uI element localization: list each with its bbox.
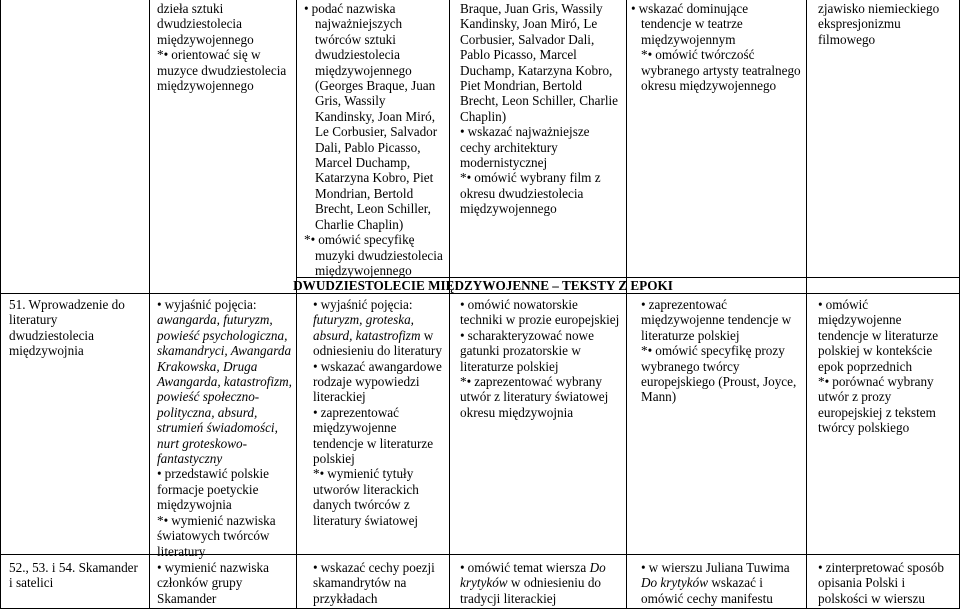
lesson-52-col2 xyxy=(157,560,295,606)
text-line: międzywojennym xyxy=(641,31,736,47)
star-bullet-item xyxy=(157,513,295,528)
text-line: porównać wybrany xyxy=(832,374,934,390)
lesson-52-col5 xyxy=(641,560,805,606)
text-line: gatunki prozatorskie w xyxy=(460,343,581,359)
bullet-item xyxy=(157,297,295,312)
star-bullet-item xyxy=(631,47,805,62)
grid-line xyxy=(0,0,1,609)
text-line: okresu międzywojennego xyxy=(641,78,777,94)
lesson-51-col5 xyxy=(641,297,805,405)
text-line: Kandinsky, Joan Miró, Le xyxy=(460,16,598,32)
text-line: literatury xyxy=(9,312,58,328)
text-line: podać nazwiska xyxy=(311,1,396,16)
text-line: utworów literackich xyxy=(313,481,419,497)
text-line: skamandrytów na xyxy=(313,575,407,591)
lesson-51-col2 xyxy=(157,297,295,559)
text-line: rodzaje wypowiedzi xyxy=(313,374,420,390)
grid-line xyxy=(626,0,627,609)
text-line: zaprezentować xyxy=(320,404,399,420)
text-line: Corbusier, Salvador Dali, xyxy=(460,31,595,47)
text-line: zaprezentować wybrany xyxy=(474,374,602,390)
star-bullet-item xyxy=(460,170,625,185)
text-line: omówić nowatorskie xyxy=(467,297,578,312)
star-bullet-item xyxy=(157,47,295,62)
term-line: fantastyczny xyxy=(157,451,223,467)
term-line: awangarda, futuryzm, xyxy=(157,312,273,328)
text-line: literatury xyxy=(157,543,206,559)
text-line: w wierszu Juliana Tuwima xyxy=(648,560,790,575)
grid-line xyxy=(0,554,960,555)
bullet-item xyxy=(157,466,295,481)
term-line: nurt groteskowo- xyxy=(157,435,247,451)
bullet-item xyxy=(460,297,625,312)
text-line: twórców sztuki xyxy=(315,31,396,47)
text-line: okresu dwudziestolecia xyxy=(460,185,584,201)
text-line: utwór z literatury światowej xyxy=(460,389,609,405)
text-line: Brecht, Leon Schiller, Charlie xyxy=(460,93,619,109)
text-line xyxy=(641,575,805,590)
text-fragment: w odniesieniu do xyxy=(510,575,602,591)
text-line: epok poprzednich xyxy=(818,358,913,374)
title-fragment: krytyków xyxy=(460,575,508,591)
text-line: międzywojnia xyxy=(9,343,84,359)
term-line: powieść społeczno- xyxy=(157,389,260,405)
text-line: Duchamp, Katarzyna Kobro, xyxy=(460,62,613,78)
text-line xyxy=(460,575,625,590)
text-line: przykładach xyxy=(313,590,378,606)
lesson-51-col4 xyxy=(460,297,625,420)
text-line: europejskiej z tekstem xyxy=(818,404,936,420)
text-line: dzieła sztuki xyxy=(157,1,224,16)
text-line: Pablo Picasso, Marcel xyxy=(460,47,577,63)
text-line: europejskiego (Proust, Joyce, xyxy=(641,374,797,390)
term-line: Awangarda, katastrofizm, xyxy=(157,374,292,390)
text-line: omówić wybrany film z xyxy=(474,170,601,186)
text-line: polskości w wierszu xyxy=(818,590,925,606)
top-col4 xyxy=(460,1,625,217)
title-fragment: Do xyxy=(589,560,606,575)
term-line: futuryzm, groteska, xyxy=(313,312,414,328)
text-line: muzyki dwudziestolecia xyxy=(315,247,443,263)
text-line: przedstawić polskie xyxy=(164,466,269,482)
text-line: międzywojennego xyxy=(157,31,254,47)
text-line: międzywojennego xyxy=(157,78,254,94)
lesson-52-col6 xyxy=(818,560,958,606)
text-line: Marcel Duchamp, xyxy=(315,155,411,171)
star-bullet-item xyxy=(818,374,958,389)
text-line: międzywojennego xyxy=(315,262,412,278)
text-line: omówić xyxy=(825,297,869,312)
text-line: Gris, Wassily xyxy=(315,93,386,109)
text-line: międzywojenne xyxy=(818,312,902,328)
text-line: omówić twórczość xyxy=(655,47,755,63)
text-line: muzyce dwudziestolecia xyxy=(157,62,287,78)
text-line: literackiej xyxy=(313,389,366,405)
text-line: wyjaśnić pojęcia: xyxy=(320,297,413,312)
term-line: skamandryci, Awangarda xyxy=(157,343,292,359)
text-line: filmowego xyxy=(818,31,876,47)
lesson-51-col6 xyxy=(818,297,958,436)
text-line: literatury światowej xyxy=(313,512,419,528)
text-line xyxy=(313,328,448,343)
bullet-item xyxy=(460,124,625,139)
star-bullet-item xyxy=(641,343,805,358)
text-line: techniki w prozie europejskiej xyxy=(460,312,620,328)
grid-line xyxy=(449,0,450,609)
lesson-52-title xyxy=(9,560,149,591)
text-line: członków grupy xyxy=(157,575,243,591)
text-line: zinterpretować sposób xyxy=(825,560,944,575)
text-line: cechy architektury xyxy=(460,139,558,155)
bullet-item xyxy=(304,1,448,16)
text-fragment: omówić temat wiersza xyxy=(467,560,587,575)
title-fragment: Do krytyków xyxy=(641,575,709,591)
text-line: (Georges Braque, Juan xyxy=(315,78,436,94)
text-line: najważniejszych xyxy=(315,16,403,32)
lesson-51-title xyxy=(9,297,147,359)
text-line: ekspresjonizmu xyxy=(818,16,901,32)
text-line: literaturze polskiej xyxy=(641,327,740,343)
bullet-item xyxy=(313,359,448,374)
text-line: Katarzyna Kobro, Piet xyxy=(315,170,434,186)
text-line: tradycji literackiej xyxy=(460,590,557,606)
grid-line xyxy=(296,0,297,609)
top-col6 xyxy=(818,1,958,47)
text-line: Mann) xyxy=(641,389,677,405)
top-col2 xyxy=(157,1,295,93)
text-line: dwudziestolecia xyxy=(9,327,94,343)
text-line: Braque, Juan Gris, Wassily xyxy=(460,1,603,16)
text-line: dwudziestolecia xyxy=(157,16,242,32)
grid-line xyxy=(0,293,960,294)
bullet-item xyxy=(313,297,448,312)
text-line: danych twórców z xyxy=(313,497,410,513)
star-bullet-item xyxy=(460,374,625,389)
text-line: międzywojennego xyxy=(460,201,557,217)
text-line: Piet Mondrian, Bertold xyxy=(460,78,582,94)
text-line: opisania Polski i xyxy=(818,575,906,591)
text-line: wskazać dominujące xyxy=(638,1,749,16)
text-line: utwór z prozy xyxy=(818,389,892,405)
top-col3 xyxy=(304,1,448,278)
grid-line xyxy=(806,0,807,609)
text-line: wybranego artysty teatralnego xyxy=(641,62,801,78)
term-line: powieść psychologiczna, xyxy=(157,327,288,343)
bullet-item xyxy=(313,560,448,575)
section-title: DWUDZIESTOLECIE MIĘDZYWOJENNE – TEKSTY Z EPOKI xyxy=(293,278,673,293)
text-line: dwudziestolecia xyxy=(315,47,400,63)
lesson-52-col3 xyxy=(313,560,448,606)
bullet-item xyxy=(157,560,295,575)
text-line: omówić cechy manifestu xyxy=(641,590,773,606)
text-line: tendencje w teatrze xyxy=(641,16,743,32)
text-line: okresu międzywojnia xyxy=(460,404,574,420)
text-line: wskazać awangardowe xyxy=(320,358,442,374)
bullet-item xyxy=(641,297,805,312)
text-line: orientować się w xyxy=(171,47,261,63)
text-line: międzywojennego xyxy=(315,62,412,78)
text-line: omówić specyfikę prozy xyxy=(655,343,785,359)
term-line: absurd, katastrofizm xyxy=(313,327,421,343)
lesson-52-col4 xyxy=(460,560,625,606)
top-col5 xyxy=(631,1,805,93)
bullet-item xyxy=(631,1,805,16)
text-line: omówić specyfikę xyxy=(318,232,415,248)
star-bullet-item xyxy=(304,232,448,247)
text-fragment: wskazać i xyxy=(711,575,763,591)
text-line: wymienić nazwiska xyxy=(171,512,276,528)
text-line: zaprezentować xyxy=(648,297,727,312)
text-line: międzywojenne xyxy=(313,420,397,436)
text-line: twórcy polskiego xyxy=(818,420,910,436)
bullet-item xyxy=(460,560,625,575)
text-line: Skamander xyxy=(157,590,217,606)
text-line: wybranego twórcy xyxy=(641,358,740,374)
lesson-51-col3 xyxy=(313,297,448,528)
text-line: literaturze polskiej xyxy=(460,358,559,374)
text-line: formacje poetyckie xyxy=(157,481,259,497)
text-line: 52., 53. i 54. Skamander xyxy=(9,560,138,575)
text-line: polskiej xyxy=(313,451,355,467)
bullet-item xyxy=(641,560,805,575)
text-line: Chaplin) xyxy=(460,108,507,124)
bullet-item xyxy=(818,297,958,312)
star-bullet-item xyxy=(313,466,448,481)
text-line: wyjaśnić pojęcia: xyxy=(164,297,257,312)
text-line: Dali, Pablo Picasso, xyxy=(315,139,421,155)
text-line: zjawisko niemieckiego xyxy=(818,1,940,16)
text-line: tendencje w literaturze xyxy=(313,435,434,451)
text-line: wskazać cechy poezji xyxy=(320,560,435,575)
text-line: polskiej w kontekście xyxy=(818,343,933,359)
text-line: i satelici xyxy=(9,575,54,591)
text-line: wymienić nazwiska xyxy=(164,560,269,575)
text-line: wymienić tytuły xyxy=(327,466,414,482)
text-line: scharakteryzować nowe xyxy=(467,327,594,343)
text-line: tendencje w literaturze xyxy=(818,327,939,343)
bullet-item xyxy=(460,328,625,343)
text-line: międzywojnia xyxy=(157,497,232,513)
text-line: międzywojenne tendencje w xyxy=(641,312,792,328)
text-line: Mondrian, Bertold xyxy=(315,185,414,201)
bullet-item xyxy=(313,405,448,420)
text-line: Kandinsky, Joan Miró, xyxy=(315,108,436,124)
text-line: światowych twórców xyxy=(157,528,270,544)
text-line: wskazać najważniejsze xyxy=(467,124,590,140)
text-line: Charlie Chaplin) xyxy=(315,216,404,232)
text-line: modernistycznej xyxy=(460,155,548,171)
text-line: odniesieniu do literatury xyxy=(313,343,442,359)
grid-line xyxy=(149,0,150,609)
text-line: 51. Wprowadzenie do xyxy=(9,297,125,312)
text-line: Le Corbusier, Salvador xyxy=(315,124,438,140)
term-line: Krakowska, Druga xyxy=(157,358,258,374)
bullet-item xyxy=(818,560,958,575)
term-line: strumień świadomości, xyxy=(157,420,278,436)
text-fragment: w xyxy=(423,327,434,343)
text-line: Brecht, Leon Schiller, xyxy=(315,201,431,217)
term-line: polityczna, absurd, xyxy=(157,404,258,420)
